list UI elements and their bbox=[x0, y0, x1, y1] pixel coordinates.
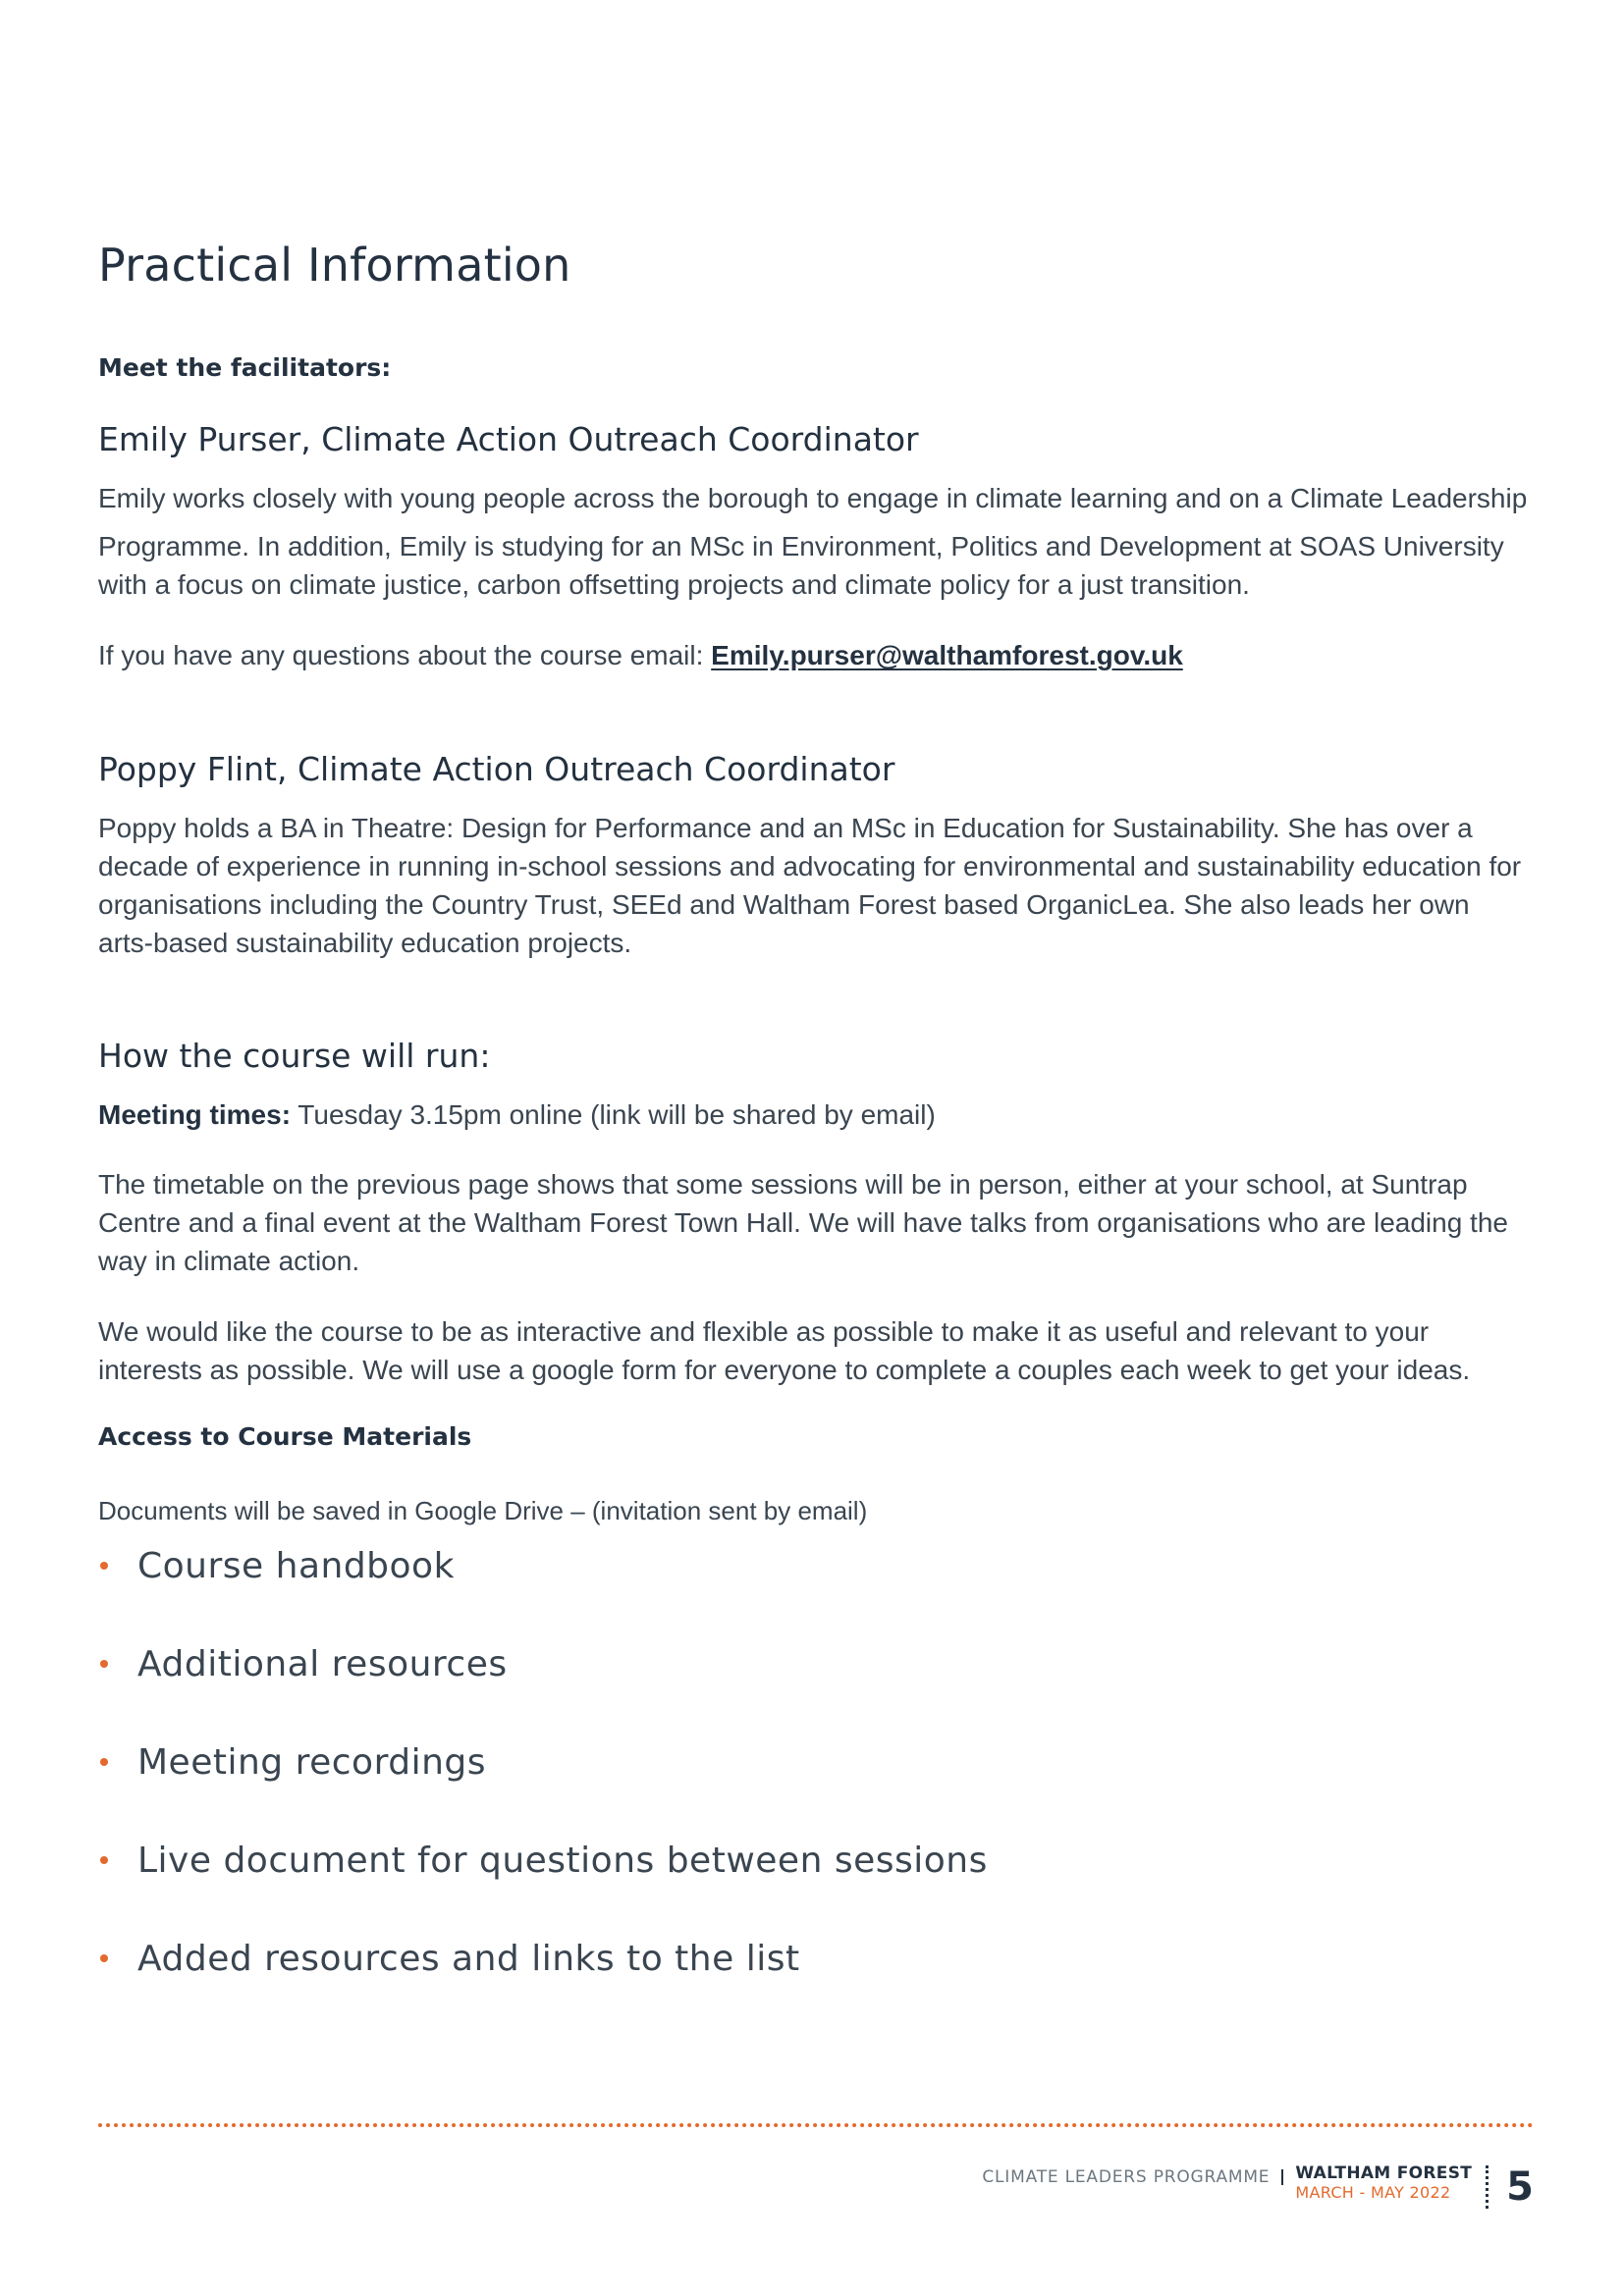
meeting-times-text: Tuesday 3.15pm online (link will be shared by email) bbox=[291, 1099, 936, 1130]
list-item bbox=[98, 1841, 988, 1939]
bullet-dot-icon bbox=[100, 1856, 108, 1864]
list-item bbox=[98, 1546, 988, 1644]
footer-divider bbox=[98, 2123, 1534, 2127]
list-item bbox=[98, 1644, 988, 1742]
contact-line bbox=[98, 636, 1532, 674]
list-item-label: Course handbook bbox=[137, 1546, 455, 1586]
footer-programme: CLIMATE LEADERS PROGRAMME bbox=[982, 2167, 1271, 2187]
interactive-paragraph: We would like the course to be as interactive and flexible as possible to make it as useful and relevant to your interests as possible. We will use a google form for everyone to complete a couples each week to get your ideas. bbox=[98, 1316, 1471, 1385]
facilitator-bio-emily-line1: Emily works closely with young people across the borough to engage in climate learning and on a Climate Leadership bbox=[98, 483, 1528, 513]
bullet-dot-icon bbox=[100, 1562, 108, 1570]
footer-org-block bbox=[1295, 2163, 1472, 2202]
materials-list bbox=[98, 1546, 988, 2037]
course-heading: How the course will run: bbox=[98, 1037, 491, 1075]
list-item-label: Added resources and links to the list bbox=[137, 1939, 800, 1979]
materials-intro: Documents will be saved in Google Drive – (invitation sent by email) bbox=[98, 1496, 868, 1525]
bullet-dot-icon bbox=[100, 1660, 108, 1668]
list-item bbox=[98, 1742, 988, 1841]
contact-prefix: If you have any questions about the course email: bbox=[98, 640, 712, 670]
footer-dates: MARCH - MAY 2022 bbox=[1295, 2183, 1451, 2202]
materials-heading: Access to Course Materials bbox=[98, 1422, 472, 1451]
footer-separator bbox=[1281, 2169, 1283, 2185]
facilitator-bio-emily-line2: Programme. In addition, Emily is studying for an MSc in Environment, Politics and Development at SOAS University with a focus on climate justice, carbon offsetting projects and climate policy for a just transition. bbox=[98, 531, 1504, 600]
facilitators-heading: Meet the facilitators: bbox=[98, 353, 392, 382]
footer-dotted-divider bbox=[1486, 2165, 1489, 2209]
page-footer bbox=[982, 2163, 1534, 2215]
timetable-paragraph: The timetable on the previous page shows that some sessions will be in person, either at your school, at Suntrap Centre and a final event at the Waltham Forest Town Hall. We will have talks from organisations who are leading the way in climate action. bbox=[98, 1169, 1508, 1276]
footer-organisation: WALTHAM FOREST bbox=[1295, 2163, 1473, 2183]
list-item-label: Additional resources bbox=[137, 1644, 508, 1684]
meeting-times bbox=[98, 1095, 1532, 1134]
page-title: Practical Information bbox=[98, 239, 571, 292]
page-number: 5 bbox=[1506, 2164, 1534, 2210]
facilitator-name-poppy: Poppy Flint, Climate Action Outreach Coordinator bbox=[98, 750, 895, 788]
list-item bbox=[98, 1939, 988, 2037]
bullet-dot-icon bbox=[100, 1758, 108, 1766]
contact-email-link[interactable]: Emily.purser@walthamforest.gov.uk bbox=[711, 640, 1183, 670]
meeting-times-label: Meeting times: bbox=[98, 1099, 292, 1130]
bullet-dot-icon bbox=[100, 1954, 108, 1962]
facilitator-name-emily: Emily Purser, Climate Action Outreach Coordinator bbox=[98, 420, 919, 458]
facilitator-bio-poppy: Poppy holds a BA in Theatre: Design for Performance and an MSc in Education for Sustainability. She has over a decade of experience in running in-school sessions and advocating for environmental and sustainability education for organisations including the Country Trust, SEEd and Waltham Forest based OrganicLea. She also leads her own arts-based sustainability education projects. bbox=[98, 813, 1522, 958]
list-item-label: Live document for questions between sessions bbox=[137, 1841, 988, 1881]
list-item-label: Meeting recordings bbox=[137, 1742, 487, 1783]
